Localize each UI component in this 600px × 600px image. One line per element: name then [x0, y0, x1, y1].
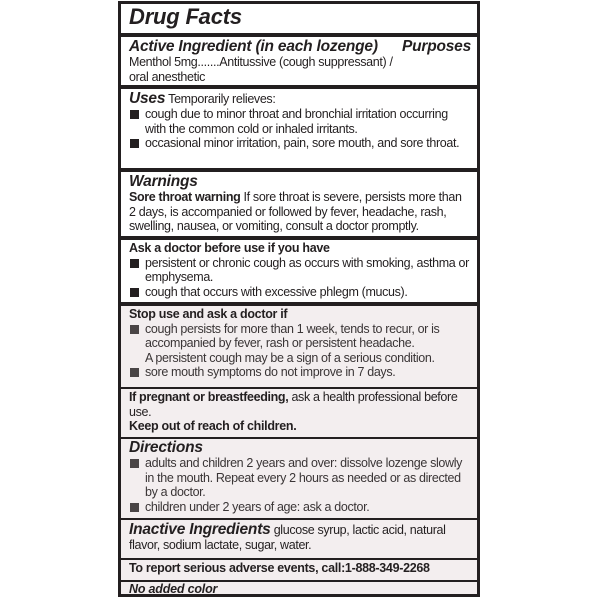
active-ingredient-line — [129, 55, 471, 70]
inactive-ingredients-text: glucose syrup, lactic acid, natural flavor, sodium lactate, sugar, water. — [129, 523, 446, 552]
bullet-icon — [130, 503, 139, 512]
list-item: adults and children 2 years and over: dissolve lozenge slowly in the mouth. Repeat every 2 hours as needed or as directed by a doctor. — [129, 456, 471, 500]
inactive-ingredients-heading: Inactive Ingredients — [129, 521, 271, 538]
report-line: To report serious adverse events, call:1-888-349-2268 — [129, 561, 430, 575]
bullet-icon — [130, 259, 139, 268]
purposes-heading: Purposes — [401, 38, 471, 55]
bullet-icon — [130, 139, 139, 148]
uses-section — [121, 90, 477, 170]
title-section — [121, 4, 477, 29]
leader-dots: ....... — [197, 55, 220, 69]
pregnancy-section — [121, 389, 477, 438]
list-item: cough that occurs with excessive phlegm (mucus). — [129, 285, 471, 300]
bullet-icon — [130, 288, 139, 297]
report-section — [121, 560, 477, 580]
divider — [121, 33, 477, 37]
bullet-icon — [130, 110, 139, 119]
directions-section — [121, 439, 477, 519]
list-item: children under 2 years of age: ask a doctor. — [129, 500, 471, 515]
pregnancy-warning: If pregnant or breastfeeding, ask a health professional before use. — [129, 390, 458, 419]
ask-doctor-section — [121, 241, 477, 303]
list-item: cough persists for more than 1 week, tends to recur, or is accompanied by fever, rash or persistent headache. — [129, 322, 471, 351]
inactive-ingredients-section — [121, 520, 477, 558]
ingredient-name: Menthol 5mg — [129, 55, 198, 69]
warnings-section — [121, 173, 477, 237]
sore-throat-warning: Sore throat warning If sore throat is severe, persists more than 2 days, is accompanied or followed by fever, headache, rash, swelling, nausea, or vomiting, consult a doctor promptly. — [129, 190, 462, 233]
divider — [121, 236, 477, 240]
list-item: persistent or chronic cough as occurs with smoking, asthma or emphysema. — [129, 256, 471, 285]
stop-use-list — [129, 322, 471, 351]
footer-section — [121, 582, 477, 597]
no-added-color: No added color — [129, 582, 218, 596]
directions-list — [129, 456, 471, 514]
divider — [121, 85, 477, 89]
page-title: Drug Facts — [129, 4, 242, 29]
ingredient-purpose-cont: oral anesthetic — [129, 69, 206, 84]
active-ingredient-section — [121, 38, 477, 88]
divider — [121, 168, 477, 172]
keep-out-warning: Keep out of reach of children. — [129, 419, 297, 433]
ingredient-purpose: Antitussive (cough suppressant) / — [219, 55, 393, 69]
uses-list — [129, 107, 471, 151]
list-item: cough due to minor throat and bronchial irritation occurring with the common cold or inhaled irritants. — [129, 107, 471, 136]
drug-facts-panel — [118, 1, 480, 597]
stop-use-section — [121, 306, 477, 388]
list-item: sore mouth symptoms do not improve in 7 days. — [129, 365, 471, 380]
stop-use-heading: Stop use and ask a doctor if — [129, 307, 288, 321]
bullet-icon — [130, 368, 139, 377]
stop-use-note: A persistent cough may be a sign of a serious condition. — [145, 350, 435, 365]
bullet-icon — [130, 325, 139, 334]
warnings-heading: Warnings — [129, 173, 198, 190]
uses-intro: Temporarily relieves: — [168, 92, 276, 106]
ask-doctor-list — [129, 256, 471, 300]
ask-doctor-heading: Ask a doctor before use if you have — [129, 241, 330, 255]
list-item: occasional minor irritation, pain, sore mouth, and sore throat. — [129, 136, 471, 151]
uses-heading: Uses — [129, 90, 166, 107]
directions-heading: Directions — [129, 439, 203, 456]
bullet-icon — [130, 459, 139, 468]
active-ingredient-heading: Active Ingredient (in each lozenge) — [129, 38, 378, 55]
